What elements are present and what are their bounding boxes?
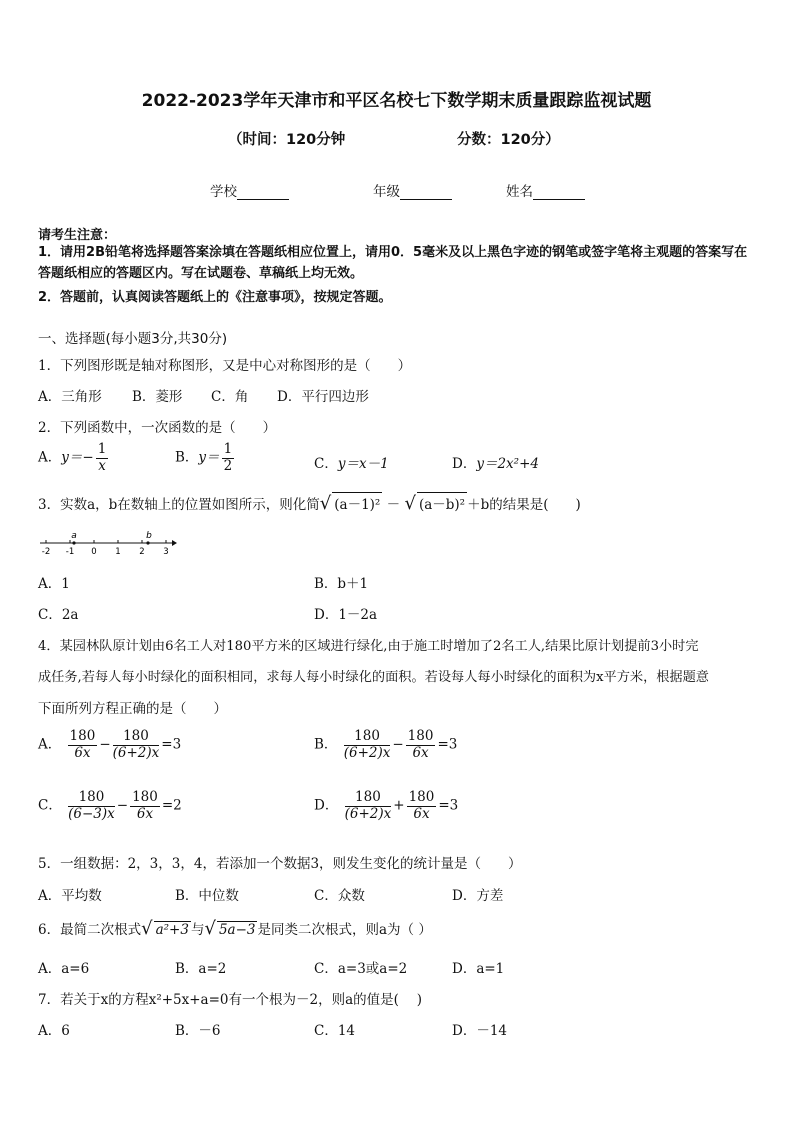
q3-stem: [38, 492, 581, 514]
q2-option-b[interactable]: [175, 442, 236, 474]
q4-b-rhs: =3: [437, 736, 458, 753]
q4-a-operator: −: [99, 736, 111, 753]
q4-a-den-2: (6+2)x: [112, 744, 160, 761]
q2-option-d[interactable]: [452, 452, 539, 472]
q7-option-a[interactable]: A．6: [38, 1023, 70, 1039]
q7-option-b[interactable]: B．－6: [175, 1023, 221, 1039]
q2-b-den: 2: [223, 457, 233, 474]
name-field: [506, 180, 585, 200]
q4-c-frac-1: [68, 790, 115, 822]
q2-b-num: 1: [223, 441, 233, 457]
q4-stem-line-1: 4．某园林队原计划由6名工人对180平方米的区域进行绿化,由于施工时增加了2名工人,结果比原计划提前3小时完: [38, 639, 699, 654]
q6-radicand-2: 5a−3: [218, 922, 256, 938]
q2-d-label: D．: [452, 456, 477, 472]
q4-c-label: C．: [38, 797, 62, 814]
q6-stem-post: 是同类二次根式，则a为（ ）: [257, 922, 432, 938]
tick-label: 2: [139, 547, 145, 557]
q4-b-frac-1: [344, 729, 391, 761]
q1-option-b[interactable]: B．菱形: [132, 389, 183, 405]
q3-stem-post: ＋b的结果是( ): [467, 497, 581, 513]
q2-b-label: B．: [175, 449, 199, 466]
section-heading: 一、选择题(每小题3分,共30分): [38, 331, 228, 347]
q4-a-num-1: 180: [69, 728, 96, 744]
q4-d-rhs: =3: [438, 797, 459, 814]
q5-stem: 5．一组数据：2，3，3，4，若添加一个数据3，则发生变化的统计量是（ ）: [38, 856, 522, 872]
tick-label: 1: [115, 547, 121, 557]
q3-minus: －: [386, 497, 401, 513]
q4-c-num-2: 180: [132, 789, 158, 805]
grade-field: [373, 180, 452, 200]
q5-option-c[interactable]: C．众数: [314, 888, 365, 904]
q1-option-c[interactable]: C．角: [211, 389, 249, 405]
q2-a-expr: y＝−: [61, 449, 94, 466]
number-line-figure: [36, 528, 181, 558]
grade-label: 年级: [373, 184, 400, 200]
sqrt-icon: √: [404, 493, 416, 514]
q2-c-label: C．: [314, 456, 338, 472]
q5-option-b[interactable]: B．中位数: [175, 888, 239, 904]
q3-stem-pre: 3．实数a，b在数轴上的位置如图所示，则化简: [38, 497, 320, 513]
name-label: 姓名: [506, 184, 533, 200]
q2-b-fraction: [222, 442, 235, 474]
axis-label-b: b: [146, 531, 152, 541]
q4-c-num-1: 180: [68, 790, 115, 807]
q2-b-expr: y＝: [198, 449, 220, 466]
q4-b-num-1: 180: [344, 729, 391, 746]
axis-label-a: a: [71, 531, 77, 541]
q4-d-frac-2: [407, 790, 437, 822]
q6-option-c[interactable]: C．a=3或a=2: [314, 961, 408, 977]
q4-b-num-2: 180: [407, 728, 434, 744]
q4-d-den-1: (6+2)x: [344, 805, 392, 822]
exam-time: （时间：120分钟: [228, 132, 346, 148]
q7-stem: 7．若关于x的方程x²+5x+a=0有一个根为－2，则a的值是( ): [38, 992, 422, 1008]
sqrt-icon: √: [204, 918, 216, 939]
page-title: 2022-2023学年天津市和平区名校七下数学期末质量跟踪监视试题: [141, 91, 652, 111]
q2-stem: 2．下列函数中，一次函数的是（ ）: [38, 420, 277, 436]
tick-label: 3: [163, 547, 169, 557]
q3-option-b[interactable]: B．b＋1: [314, 576, 369, 592]
q4-b-label: B．: [314, 736, 338, 753]
sqrt-icon: √: [141, 918, 153, 939]
point-a: [72, 541, 75, 544]
q7-option-d[interactable]: D．－14: [452, 1023, 508, 1039]
q4-a-rhs: =3: [161, 736, 182, 753]
q2-option-a[interactable]: [38, 442, 110, 474]
q4-b-frac-2: [406, 729, 436, 761]
tick-label: 0: [91, 547, 97, 557]
school-label: 学校: [210, 184, 237, 200]
point-b: [146, 541, 149, 544]
number-line-arrow: [172, 540, 177, 546]
name-blank[interactable]: [533, 185, 585, 200]
q4-d-den-2: 6x: [413, 805, 430, 822]
q4-d-label: D．: [314, 797, 339, 814]
q4-c-den-2: 6x: [136, 805, 154, 822]
q3-option-a[interactable]: A．1: [38, 576, 70, 592]
q6-mid: 与: [190, 922, 205, 938]
q3-option-c[interactable]: C．2a: [38, 607, 79, 623]
q4-a-num-2: 180: [113, 729, 160, 746]
q4-d-num-2: 180: [408, 789, 435, 805]
q4-option-b[interactable]: [314, 729, 457, 761]
sqrt-icon: √: [319, 493, 332, 514]
q6-option-b[interactable]: B．a=2: [175, 961, 227, 977]
q4-d-num-1: 180: [345, 790, 392, 807]
tick-label: -2: [41, 547, 51, 557]
q2-a-num: 1: [97, 441, 107, 457]
q2-a-den: x: [98, 457, 106, 474]
q2-c-expr: y＝x－1: [337, 456, 389, 472]
q7-option-c[interactable]: C．14: [314, 1023, 356, 1039]
q4-d-operator: +: [393, 797, 405, 814]
q4-a-den-1: 6x: [74, 744, 91, 761]
school-field: [210, 180, 289, 200]
notice-item-1: 1．请用2B铅笔将选择题答案涂填在答题纸相应位置上，请用0．5毫米及以上黑色字迹的钢笔或签字笔将主观题的答案写在答题纸相应的答题区内。写在试题卷、草稿纸上均无效。: [38, 245, 748, 281]
q5-option-a[interactable]: A．平均数: [38, 888, 102, 904]
q3-radicand-2: (a－b)²: [417, 492, 467, 513]
q6-option-a[interactable]: A．a=6: [38, 961, 90, 977]
q5-option-d[interactable]: D．方差: [452, 888, 504, 904]
grade-blank[interactable]: [400, 185, 452, 200]
q4-stem-line-2: 成任务,若每人每小时绿化的面积相同，求每人每小时绿化的面积。若设每人每小时绿化的面积为x平方米，根据题意: [38, 670, 709, 685]
q1-stem: 1．下列图形既是轴对称图形，又是中心对称图形的是（ ）: [38, 358, 412, 374]
q4-c-rhs: =2: [161, 797, 182, 814]
q4-c-frac-2: [130, 790, 160, 822]
q4-option-c[interactable]: [38, 790, 182, 822]
q4-a-frac-2: [113, 729, 160, 761]
q4-option-a[interactable]: [38, 729, 181, 761]
q3-radicand-1: (a－1)²: [332, 492, 382, 513]
q1-option-a[interactable]: A．三角形: [38, 389, 102, 405]
q4-b-operator: −: [392, 736, 404, 753]
q4-b-den-1: (6+2)x: [343, 744, 391, 761]
q3-option-d[interactable]: D．1－2a: [314, 607, 378, 623]
exam-score: 分数：120分）: [457, 132, 560, 148]
q4-a-label: A．: [38, 736, 62, 753]
q2-d-expr: y＝2x²+4: [476, 456, 539, 472]
q2-a-label: A．: [38, 449, 62, 466]
q4-b-den-2: 6x: [412, 744, 429, 761]
q4-c-operator: −: [116, 797, 129, 814]
tick-label: -1: [65, 547, 75, 557]
q6-radicand-1: a²+3: [155, 922, 189, 938]
q6-option-d[interactable]: D．a=1: [452, 961, 505, 977]
q1-option-d[interactable]: D．平行四边形: [277, 389, 369, 405]
q6-stem: [38, 918, 432, 939]
q4-d-frac-1: [345, 790, 392, 822]
q4-option-d[interactable]: [314, 790, 458, 822]
notice-item-2: 2．答题前，认真阅读答题纸上的《注意事项》，按规定答题。: [38, 290, 392, 305]
q6-stem-pre: 6．最简二次根式: [38, 922, 142, 938]
q2-a-fraction: [96, 442, 109, 474]
q4-a-frac-1: [68, 729, 98, 761]
q2-option-c[interactable]: [314, 452, 389, 472]
notice-heading: 请考生注意：: [38, 228, 117, 243]
school-blank[interactable]: [237, 185, 289, 200]
q4-stem-line-3: 下面所列方程正确的是（ ）: [38, 701, 227, 717]
q4-c-den-1: (6−3)x: [68, 805, 115, 822]
